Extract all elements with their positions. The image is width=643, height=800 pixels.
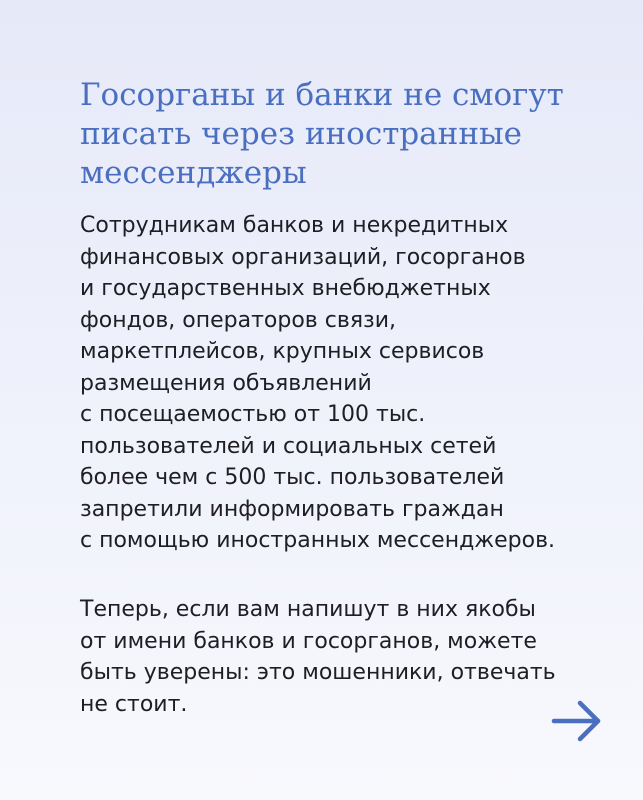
arrow-right-icon (551, 699, 603, 743)
next-slide-button[interactable] (551, 699, 603, 743)
paragraph-warning: Теперь, если вам напишут в них якобы от имени банков и госорганов, можете быть уверены: это мошенники, отвечать не стоит. (80, 597, 556, 717)
paragraph-main: Сотрудникам банков и некредитных финансовых организаций, госорганов и государственных внебюджетных фондов, операторов связи, маркетплейсов, крупных сервисов размещения объявлений с посещаемостью от 100 тыс. пользователей и социальных сетей более чем с 500 тыс. пользователей запретили информировать граждан с помощью иностранных мессенджеров. (80, 213, 556, 553)
headline: Госорганы и банки не смогут писать через иностранные мессенджеры (80, 77, 564, 191)
